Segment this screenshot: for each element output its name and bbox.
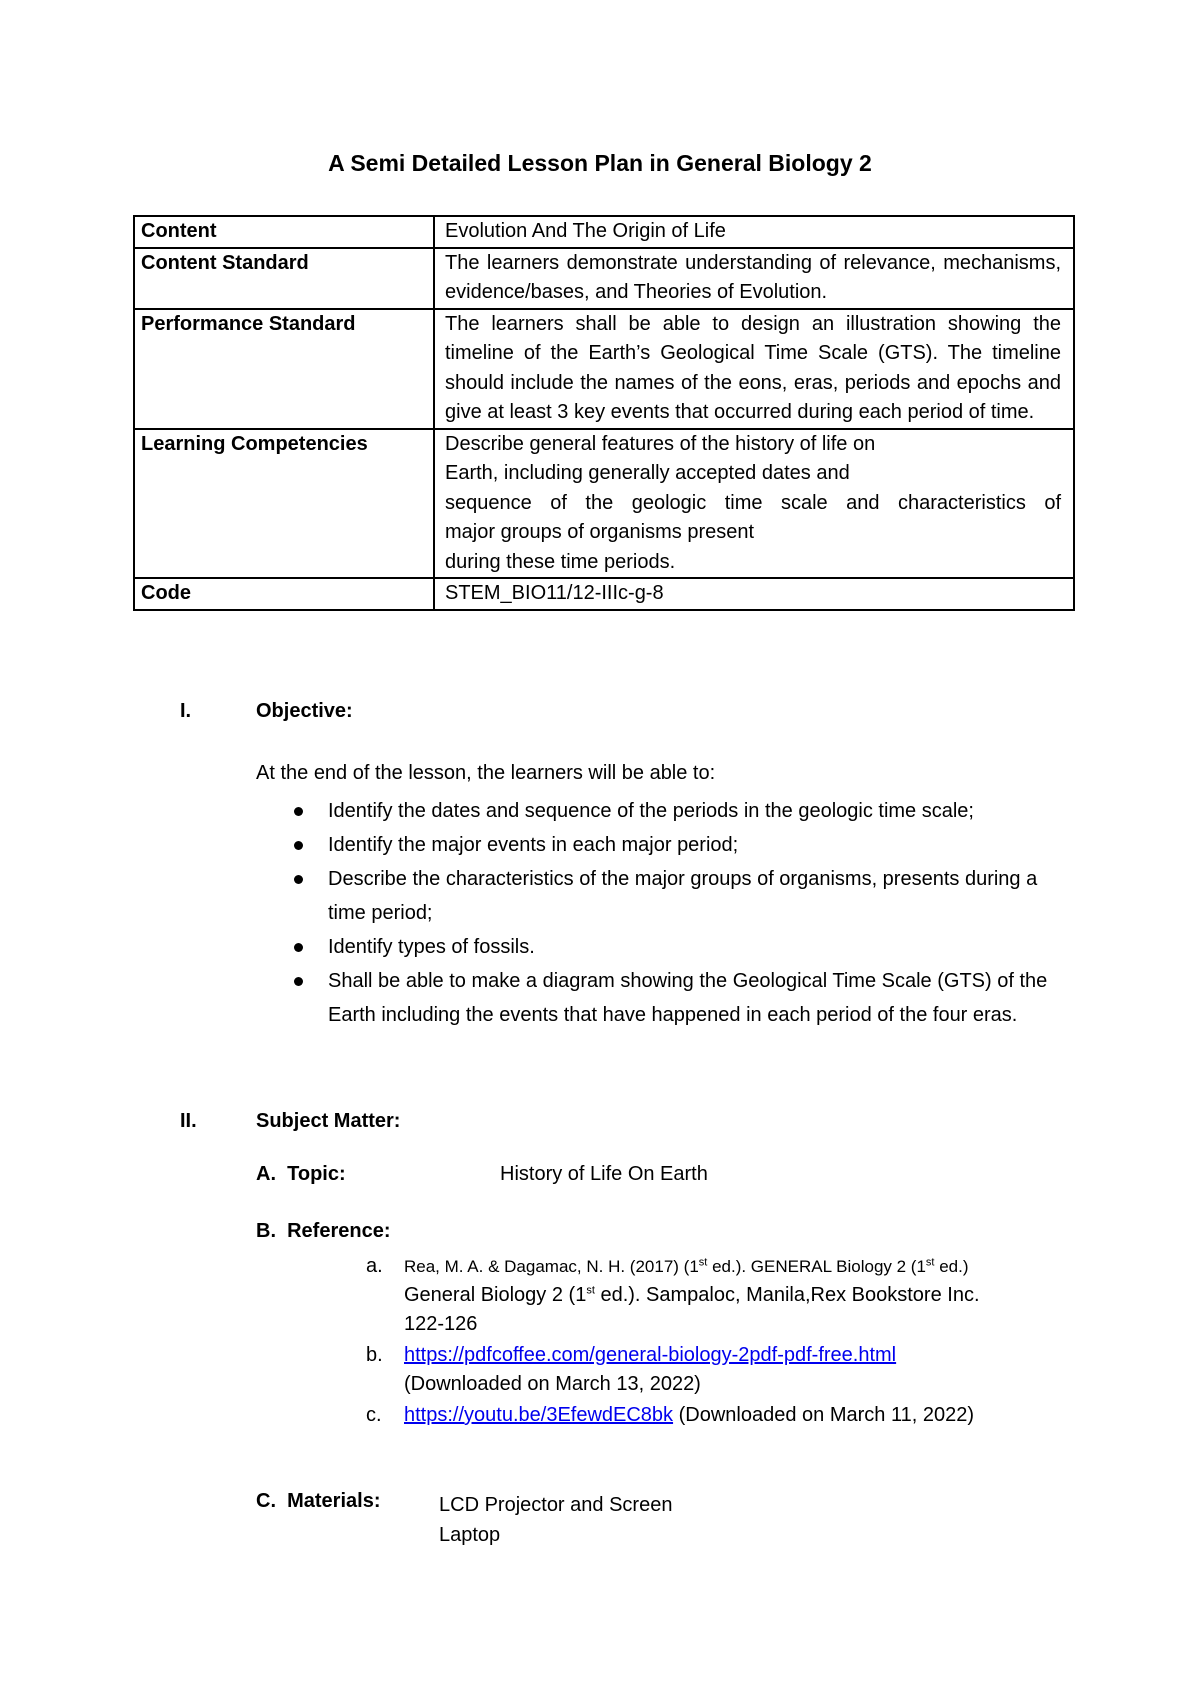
value-line: Describe general features of the history of life on — [445, 432, 876, 455]
row-label: Learning Competencies — [134, 429, 434, 579]
reference-link[interactable]: https://youtu.be/3EfewdEC8bk — [404, 1404, 674, 1426]
reference-text: General Biology 2 (1 — [404, 1284, 587, 1306]
value-line: during these time periods. — [445, 550, 676, 573]
reference-label: B. Reference: — [256, 1220, 391, 1242]
row-value: STEM_BIO11/12-IIIc-g-8 — [434, 578, 1074, 610]
table-row — [134, 429, 1074, 579]
reference-a — [366, 1252, 1086, 1339]
row-label: Code — [134, 578, 434, 610]
reference-marker: b. — [366, 1344, 383, 1366]
materials-list — [439, 1490, 672, 1550]
row-value: The learners shall be able to design an illustration showing the timeline of the Earth’s Geological Time Scale (GTS). The timeline should include the names of the eons, eras, periods and epochs and give at least 3 key events that occurred during each period of time. — [434, 309, 1074, 429]
objective-list — [290, 794, 1080, 1032]
reference-b — [366, 1341, 1086, 1399]
reference-text: ed.). GENERAL Biology 2 (1 — [707, 1257, 926, 1276]
table-row — [134, 309, 1074, 429]
list-item: Identify the major events in each major period; — [290, 828, 1080, 862]
materials-label: C. Materials: — [256, 1490, 381, 1512]
reference-link[interactable]: https://pdfcoffee.com/general-biology-2pdf-pdf-free.html — [404, 1344, 897, 1366]
superscript: st — [586, 1284, 595, 1297]
table-row — [134, 578, 1074, 610]
table-row — [134, 248, 1074, 309]
reference-marker: a. — [366, 1255, 383, 1277]
value-line: major groups of organisms present — [445, 521, 755, 543]
row-label: Performance Standard — [134, 309, 434, 429]
list-item: Shall be able to make a diagram showing the Geological Time Scale (GTS) of the Earth including the events that have happened in each period of the four eras. — [290, 964, 1048, 1032]
list-item: Identify types of fossils. — [290, 930, 1080, 964]
value-line: Earth, including generally accepted dates and — [445, 462, 850, 484]
section-number: I. — [180, 700, 192, 722]
reference-a-line — [404, 1281, 1086, 1310]
reference-marker: c. — [366, 1404, 382, 1426]
section-title-subject-matter: Subject Matter: — [256, 1110, 401, 1132]
reference-text: ed.) — [934, 1257, 969, 1276]
reference-text: Rea, M. A. & Dagamac, N. H. (2017) (1 — [404, 1257, 699, 1276]
material-item: Laptop — [439, 1524, 501, 1546]
row-label: Content — [134, 216, 434, 248]
standards-table — [133, 215, 1075, 611]
topic-value: History of Life On Earth — [500, 1163, 708, 1185]
value-line: sequence of the geologic time scale and characteristics of — [445, 491, 1061, 514]
reference-a-line: 122-126 — [404, 1313, 478, 1335]
reference-a-line — [404, 1252, 1086, 1281]
row-label: Content Standard — [134, 248, 434, 309]
superscript: st — [698, 1256, 708, 1269]
row-value: Evolution And The Origin of Life — [434, 216, 1074, 248]
row-value — [434, 429, 1074, 579]
reference-note: (Downloaded on March 11, 2022) — [673, 1404, 974, 1426]
row-value: The learners demonstrate understanding of relevance, mechanisms, evidence/bases, and Theories of Evolution. — [434, 248, 1074, 309]
objective-intro: At the end of the lesson, the learners will be able to: — [256, 762, 716, 784]
section-title-objective: Objective: — [256, 700, 353, 722]
list-item: Describe the characteristics of the major groups of organisms, presents during a time period; — [290, 862, 1038, 930]
reference-c — [366, 1401, 1086, 1430]
reference-text: ed.). Sampaloc, Manila,Rex Bookstore Inc. — [594, 1284, 980, 1306]
section-number: II. — [180, 1110, 197, 1132]
material-item: LCD Projector and Screen — [439, 1494, 673, 1516]
list-item: Identify the dates and sequence of the periods in the geologic time scale; — [290, 794, 1080, 828]
topic-label: A. Topic: — [256, 1163, 346, 1185]
reference-list — [366, 1244, 1086, 1430]
reference-note: (Downloaded on March 13, 2022) — [404, 1373, 701, 1395]
page-title: A Semi Detailed Lesson Plan in General Biology 2 — [328, 150, 872, 176]
superscript: st — [925, 1256, 935, 1269]
table-row — [134, 216, 1074, 248]
